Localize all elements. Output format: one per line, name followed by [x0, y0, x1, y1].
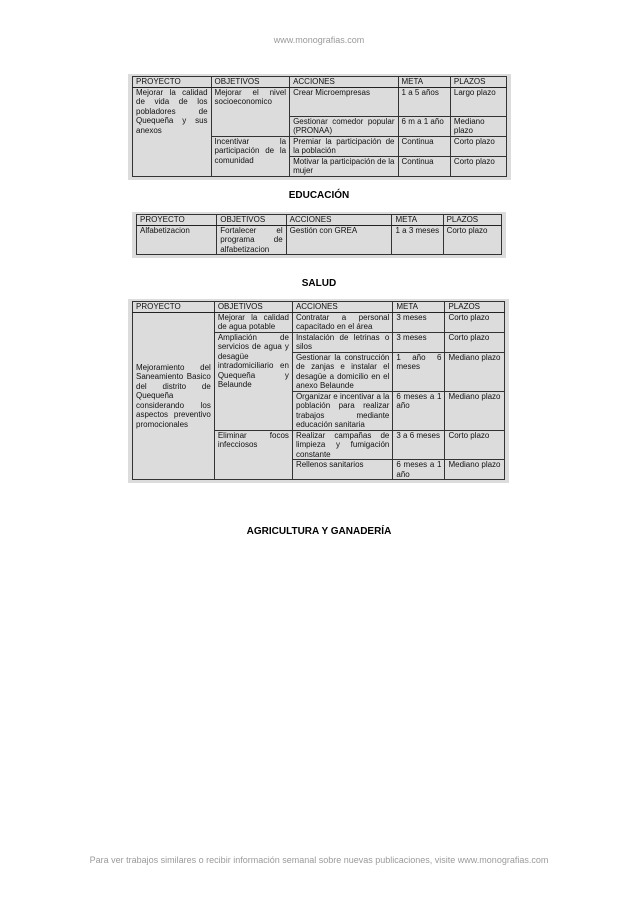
table-salud [128, 299, 509, 483]
objetivo-cell: Ampliación de servicios de agua y desagüe intradomiciliario en Quequeña y Belaunde [214, 332, 292, 430]
col-proyecto: PROYECTO [133, 77, 212, 88]
meta-cell: 1 año 6 meses [393, 352, 445, 391]
col-objetivos: OBJETIVOS [211, 77, 290, 88]
plazo-cell: Corto plazo [445, 430, 505, 460]
col-meta: META [393, 302, 445, 313]
accion-cell: Gestionar comedor popular (PRONAA) [290, 116, 398, 136]
table-header-row [133, 77, 507, 88]
meta-cell: 3 meses [393, 312, 445, 332]
table-row [133, 312, 505, 332]
accion-cell: Motivar la participación de la mujer [290, 156, 398, 176]
accion-cell: Contratar a personal capacitado en el área [292, 312, 392, 332]
objetivo-cell: Fortalecer el programa de alfabetizacion [217, 225, 286, 255]
plazo-cell: Corto plazo [443, 225, 501, 255]
col-meta: META [398, 77, 450, 88]
col-objetivos: OBJETIVOS [214, 302, 292, 313]
meta-cell: 6 meses a 1 año [393, 460, 445, 480]
meta-cell: 3 a 6 meses [393, 430, 445, 460]
heading-educacion: EDUCACIÓN [288, 190, 350, 201]
table-socioeconomic [128, 74, 511, 180]
proyecto-cell: Mejorar la calidad de vida de los pobladores de Quequeña y sus anexos [133, 87, 212, 176]
col-proyecto: PROYECTO [137, 215, 217, 226]
col-acciones: ACCIONES [290, 77, 398, 88]
plazo-cell: Mediano plazo [445, 460, 505, 480]
plazo-cell: Corto plazo [445, 332, 505, 352]
meta-cell: 1 a 5 años [398, 87, 450, 116]
meta-cell: Continua [398, 136, 450, 156]
plazo-cell: Mediano plazo [450, 116, 506, 136]
site-header[interactable]: www.monografias.com [273, 35, 365, 45]
plazo-cell: Corto plazo [450, 156, 506, 176]
objetivo-cell: Mejorar el nivel socioeconomico [211, 87, 290, 136]
proyecto-cell: Mejoramiento del Saneamiento Basico del distrito de Quequeña considerando los aspectos preventivo promocionales [133, 312, 215, 480]
accion-cell: Crear Microempresas [290, 87, 398, 116]
meta-cell: Continua [398, 156, 450, 176]
proyecto-cell: Alfabetizacion [137, 225, 217, 255]
plazo-cell: Mediano plazo [445, 352, 505, 391]
heading-agricultura: AGRICULTURA Y GANADERÍA [246, 526, 392, 537]
col-proyecto: PROYECTO [133, 302, 215, 313]
accion-cell: Gestionar la construcción de zanjas e instalar el desagüe a domicilio en el anexo Belaunde [292, 352, 392, 391]
col-objetivos: OBJETIVOS [217, 215, 286, 226]
meta-cell: 1 a 3 meses [392, 225, 443, 255]
heading-salud: SALUD [301, 278, 337, 289]
plazo-cell: Largo plazo [450, 87, 506, 116]
meta-cell: 3 meses [393, 332, 445, 352]
col-acciones: ACCIONES [292, 302, 392, 313]
table-row [137, 225, 502, 255]
col-meta: META [392, 215, 443, 226]
plazo-cell: Mediano plazo [445, 391, 505, 430]
table-row [133, 87, 507, 116]
col-plazos: PLAZOS [445, 302, 505, 313]
page-footer[interactable]: Para ver trabajos similares o recibir información semanal sobre nuevas publicaciones, visite www.monografias.com [89, 855, 549, 865]
accion-cell: Gestión con GREA [286, 225, 392, 255]
table-header-row [133, 302, 505, 313]
plazo-cell: Corto plazo [450, 136, 506, 156]
accion-cell: Premiar la participación de la población [290, 136, 398, 156]
meta-cell: 6 meses a 1 año [393, 391, 445, 430]
plazo-cell: Corto plazo [445, 312, 505, 332]
table-header-row [137, 215, 502, 226]
objetivo-cell: Mejorar la calidad de agua potable [214, 312, 292, 332]
meta-cell: 6 m a 1 año [398, 116, 450, 136]
accion-cell: Organizar e incentivar a la población para realizar trabajos mediante educación sanitaria [292, 391, 392, 430]
col-plazos: PLAZOS [443, 215, 501, 226]
objetivo-cell: Eliminar focos infecciosos [214, 430, 292, 480]
accion-cell: Realizar campañas de limpieza y fumigación constante [292, 430, 392, 460]
table-educacion [132, 212, 506, 258]
objetivo-cell: Incentivar la participación de la comunidad [211, 136, 290, 176]
accion-cell: Instalación de letrinas o silos [292, 332, 392, 352]
col-plazos: PLAZOS [450, 77, 506, 88]
col-acciones: ACCIONES [286, 215, 392, 226]
accion-cell: Rellenos sanitarios [292, 460, 392, 480]
